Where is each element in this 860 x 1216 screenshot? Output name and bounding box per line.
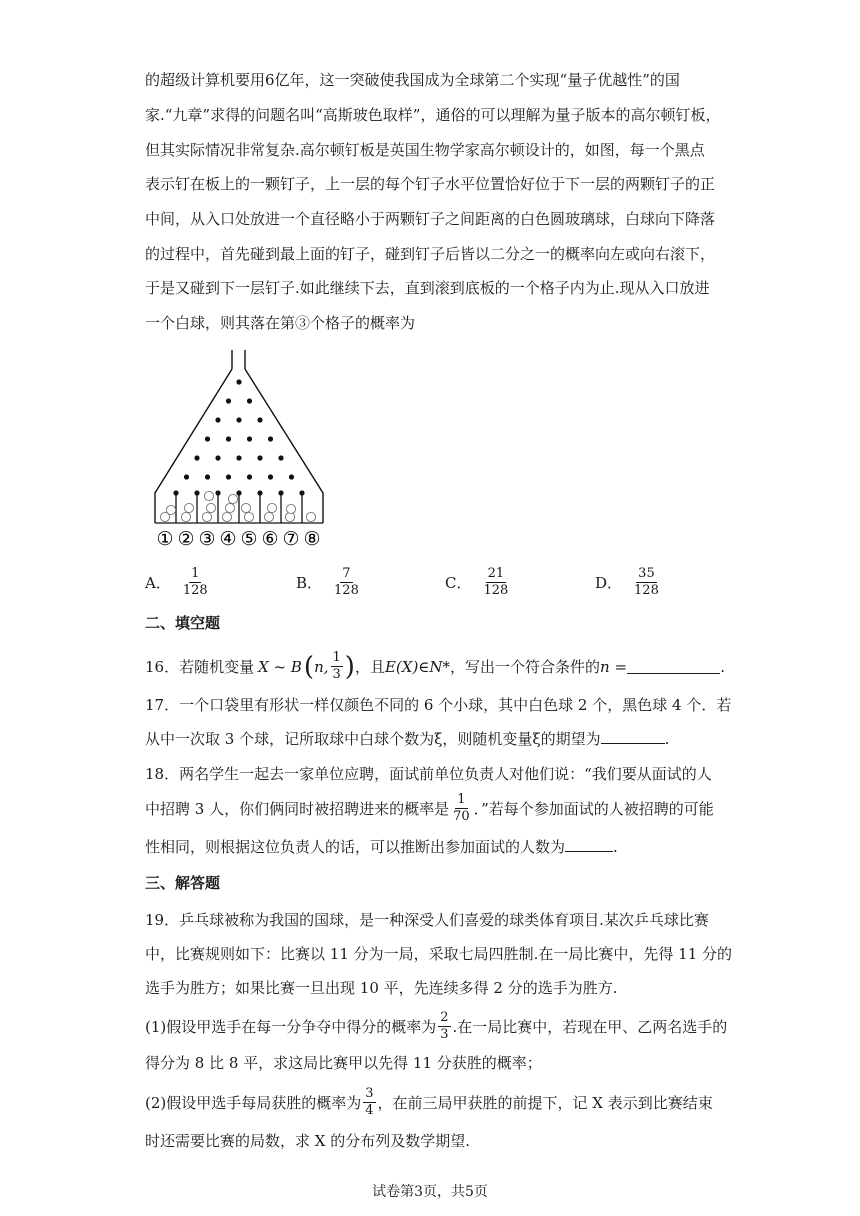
ball: [264, 512, 273, 521]
p16-math-n: n,: [314, 657, 329, 676]
option-c-fraction: [481, 566, 510, 599]
option-b-label: B．: [296, 574, 323, 592]
p19-part2-den: 4: [365, 1103, 374, 1118]
slot-label-6: ⑥: [261, 528, 279, 550]
p15-line-8: 一个白球，则其落在第③个格子的概率为: [145, 314, 416, 332]
p18-frac-den: 70: [453, 809, 470, 824]
p15-line-3: 但其实际情况非常复杂.高尔顿钉板是英国生物学家高尔顿设计的，如图，每一个黑点: [145, 141, 705, 159]
option-a-den: 128: [182, 583, 208, 598]
pin: [205, 436, 210, 441]
p18-line-1: 18．两名学生一起去一家单位应聘，面试前单位负责人对他们说：“我们要从面试的人: [145, 765, 712, 783]
p16-frac-den: 3: [332, 667, 341, 682]
p15-line-1: 的超级计算机要用6亿年，这一突破使我国成为全球第二个实现“量子优越性”的国: [145, 71, 680, 89]
p16-math-c: n =: [600, 657, 628, 676]
p18-fraction: [451, 792, 472, 825]
p19-line-2: 中，比赛规则如下：比赛以 11 分为一局，采取七局四胜制.在一局比赛中，先得 11 分的: [145, 945, 733, 963]
p17-answer-blank[interactable]: [601, 729, 665, 744]
option-d-label: D．: [595, 574, 623, 592]
slot-label-3: ③: [198, 528, 216, 550]
p18-line-2b: ．”若每个参加面试的人被招聘的可能: [473, 799, 714, 818]
pin: [215, 417, 220, 422]
option-c-num: 21: [487, 566, 505, 581]
p17-line-1: 17．一个口袋里有形状一样仅颜色不同的 6 个小球，其中白色球 2 个，黑色球 4 个．若: [145, 696, 732, 714]
galton-board-figure: [145, 345, 335, 555]
option-a-fraction: [181, 566, 210, 599]
option-b-num: 7: [342, 566, 351, 581]
p19-line-1: 19．乒乓球被称为我国的国球，是一种深受人们喜爱的球类体育项目.某次乒乓球比赛: [145, 911, 709, 929]
ball: [222, 512, 231, 521]
ball: [228, 494, 237, 503]
ball: [244, 512, 253, 521]
option-c[interactable]: [445, 566, 512, 599]
p19-part2-line-1: [145, 1086, 725, 1119]
p16-math-b: E(X)∈N*: [384, 657, 451, 676]
option-a-num: 1: [191, 566, 200, 581]
ball: [202, 512, 211, 521]
p19-part2a: (2)假设甲选手每局获胜的概率为: [145, 1093, 362, 1112]
p19-part1-den: 3: [440, 1027, 449, 1042]
pin: [236, 379, 241, 384]
pin: [226, 474, 231, 479]
section-title-solutions: 三、解答题: [145, 874, 221, 892]
p16-text-b: ，且: [354, 657, 385, 676]
ball: [204, 491, 213, 500]
p16-end: .: [720, 657, 725, 676]
pin: [289, 474, 294, 479]
pin: [257, 417, 262, 422]
pin: [205, 474, 210, 479]
p16-text-c: ，写出一个符合条件的: [450, 657, 601, 676]
p19-part2-fraction: [363, 1086, 375, 1119]
pin: [268, 474, 273, 479]
p15-line-6: 的过程中，首先碰到最上面的钉子，碰到钉子后皆以二分之一的概率向左或向右滚下，: [145, 245, 716, 263]
option-d[interactable]: [595, 566, 663, 599]
option-b-den: 128: [334, 583, 359, 598]
pin: [257, 455, 262, 460]
p19-part1b: .在一局比赛中，若现在甲、乙两名选手的: [452, 1017, 728, 1036]
pin: [226, 436, 231, 441]
option-a-label: A．: [145, 574, 171, 592]
p18-line-2a: 中招聘 3 人，你们俩同时被招聘进来的概率是: [145, 799, 450, 818]
problem-16: [145, 650, 725, 683]
slot-label-7: ⑦: [282, 528, 300, 550]
page-footer: 试卷第3页，共5页: [372, 1184, 488, 1200]
ball: [241, 503, 250, 512]
pin: [247, 474, 252, 479]
p19-line-3: 选手为胜方；如果比赛一旦出现 10 平，先连续多得 2 分的选手为胜方.: [145, 979, 618, 997]
pin: [215, 455, 220, 460]
p18-line-3: [145, 836, 725, 858]
slot-label-4: ④: [219, 528, 237, 550]
slot-labels: [156, 528, 320, 550]
option-b-fraction: [332, 566, 361, 599]
p16-number: 16．: [145, 657, 180, 676]
pin: [236, 417, 241, 422]
ball: [184, 503, 193, 512]
ball: [225, 503, 234, 512]
pin: [247, 398, 252, 403]
ball: [306, 512, 315, 521]
ball: [181, 512, 190, 521]
pin: [278, 455, 283, 460]
p16-left-paren: (: [303, 651, 315, 682]
p16-frac-num: 1: [332, 650, 341, 665]
ball: [267, 503, 276, 512]
slot-label-1: ①: [156, 528, 174, 550]
p17-end: .: [664, 730, 670, 748]
p19-part1-fraction: [438, 1010, 450, 1043]
pin: [184, 474, 189, 479]
p18-frac-num: 1: [457, 792, 466, 807]
option-b[interactable]: [296, 566, 363, 599]
p16-answer-blank[interactable]: [627, 659, 720, 674]
ball: [206, 503, 215, 512]
p19-part2-num: 3: [365, 1086, 374, 1101]
slot-label-5: ⑤: [240, 528, 258, 550]
p16-right-paren: ): [344, 651, 355, 682]
option-d-fraction: [632, 566, 661, 599]
p17-line-2: [145, 728, 725, 750]
pin: [268, 436, 273, 441]
pin: [236, 455, 241, 460]
p15-line-4: 表示钉在板上的一颗钉子，上一层的每个钉子水平位置恰好位于下一层的两颗钉子的正: [145, 175, 716, 193]
p15-line-2: 家.“九章”求得的问题名叫“高斯玻色取样”，通俗的可以理解为量子版本的高尔顿钉板，: [145, 106, 721, 124]
p18-end: .: [613, 838, 618, 856]
p19-part2-line-2: 时还需要比赛的局数，求 X 的分布列及数学期望.: [145, 1132, 470, 1150]
p19-part1-line-1: [145, 1010, 728, 1043]
p17-line-2-text: 从中一次取 3 个球，记所取球中白球个数为ξ，则随机变量ξ的期望为: [145, 730, 601, 748]
ball-cluster: [160, 491, 315, 521]
pin: [226, 398, 231, 403]
section-title-fill-in: 二、填空题: [145, 614, 221, 632]
p16-math-a: X ~ B: [258, 657, 302, 676]
p19-part1-num: 2: [440, 1010, 449, 1025]
option-d-den: 128: [634, 583, 659, 598]
ball: [286, 504, 295, 513]
p18-line-2: [145, 792, 725, 825]
option-c-den: 128: [483, 583, 509, 598]
slot-label-2: ②: [177, 528, 195, 550]
option-c-label: C．: [445, 574, 472, 592]
slot-label-8: ⑧: [303, 528, 321, 550]
p19-part1a: (1)假设甲选手在每一分争夺中得分的概率为: [145, 1017, 437, 1036]
ball: [166, 505, 175, 514]
p16-text-a: 若随机变量: [179, 657, 255, 676]
p18-answer-blank[interactable]: [565, 837, 613, 852]
p15-line-5: 中间，从入口处放进一个直径略小于两颗钉子之间距离的白色圆玻璃球，白球向下降落: [145, 210, 716, 228]
pin: [194, 455, 199, 460]
pin: [247, 436, 252, 441]
p18-line-3-text: 性相同，则根据这位负责人的话，可以推断出参加面试的人数为: [145, 838, 566, 856]
option-d-num: 35: [638, 566, 655, 581]
option-a[interactable]: [145, 566, 212, 599]
p19-part2b: ，在前三局甲获胜的前提下，记 X 表示到比赛结束: [377, 1093, 713, 1112]
p16-fraction: [331, 650, 343, 683]
p19-part1-line-2: 得分为 8 比 8 平，求这局比赛甲以先得 11 分获胜的概率；: [145, 1054, 542, 1072]
p15-line-7: 于是又碰到下一层钉子.如此继续下去，直到滚到底板的一个格子内为止.现从入口放进: [145, 279, 710, 297]
